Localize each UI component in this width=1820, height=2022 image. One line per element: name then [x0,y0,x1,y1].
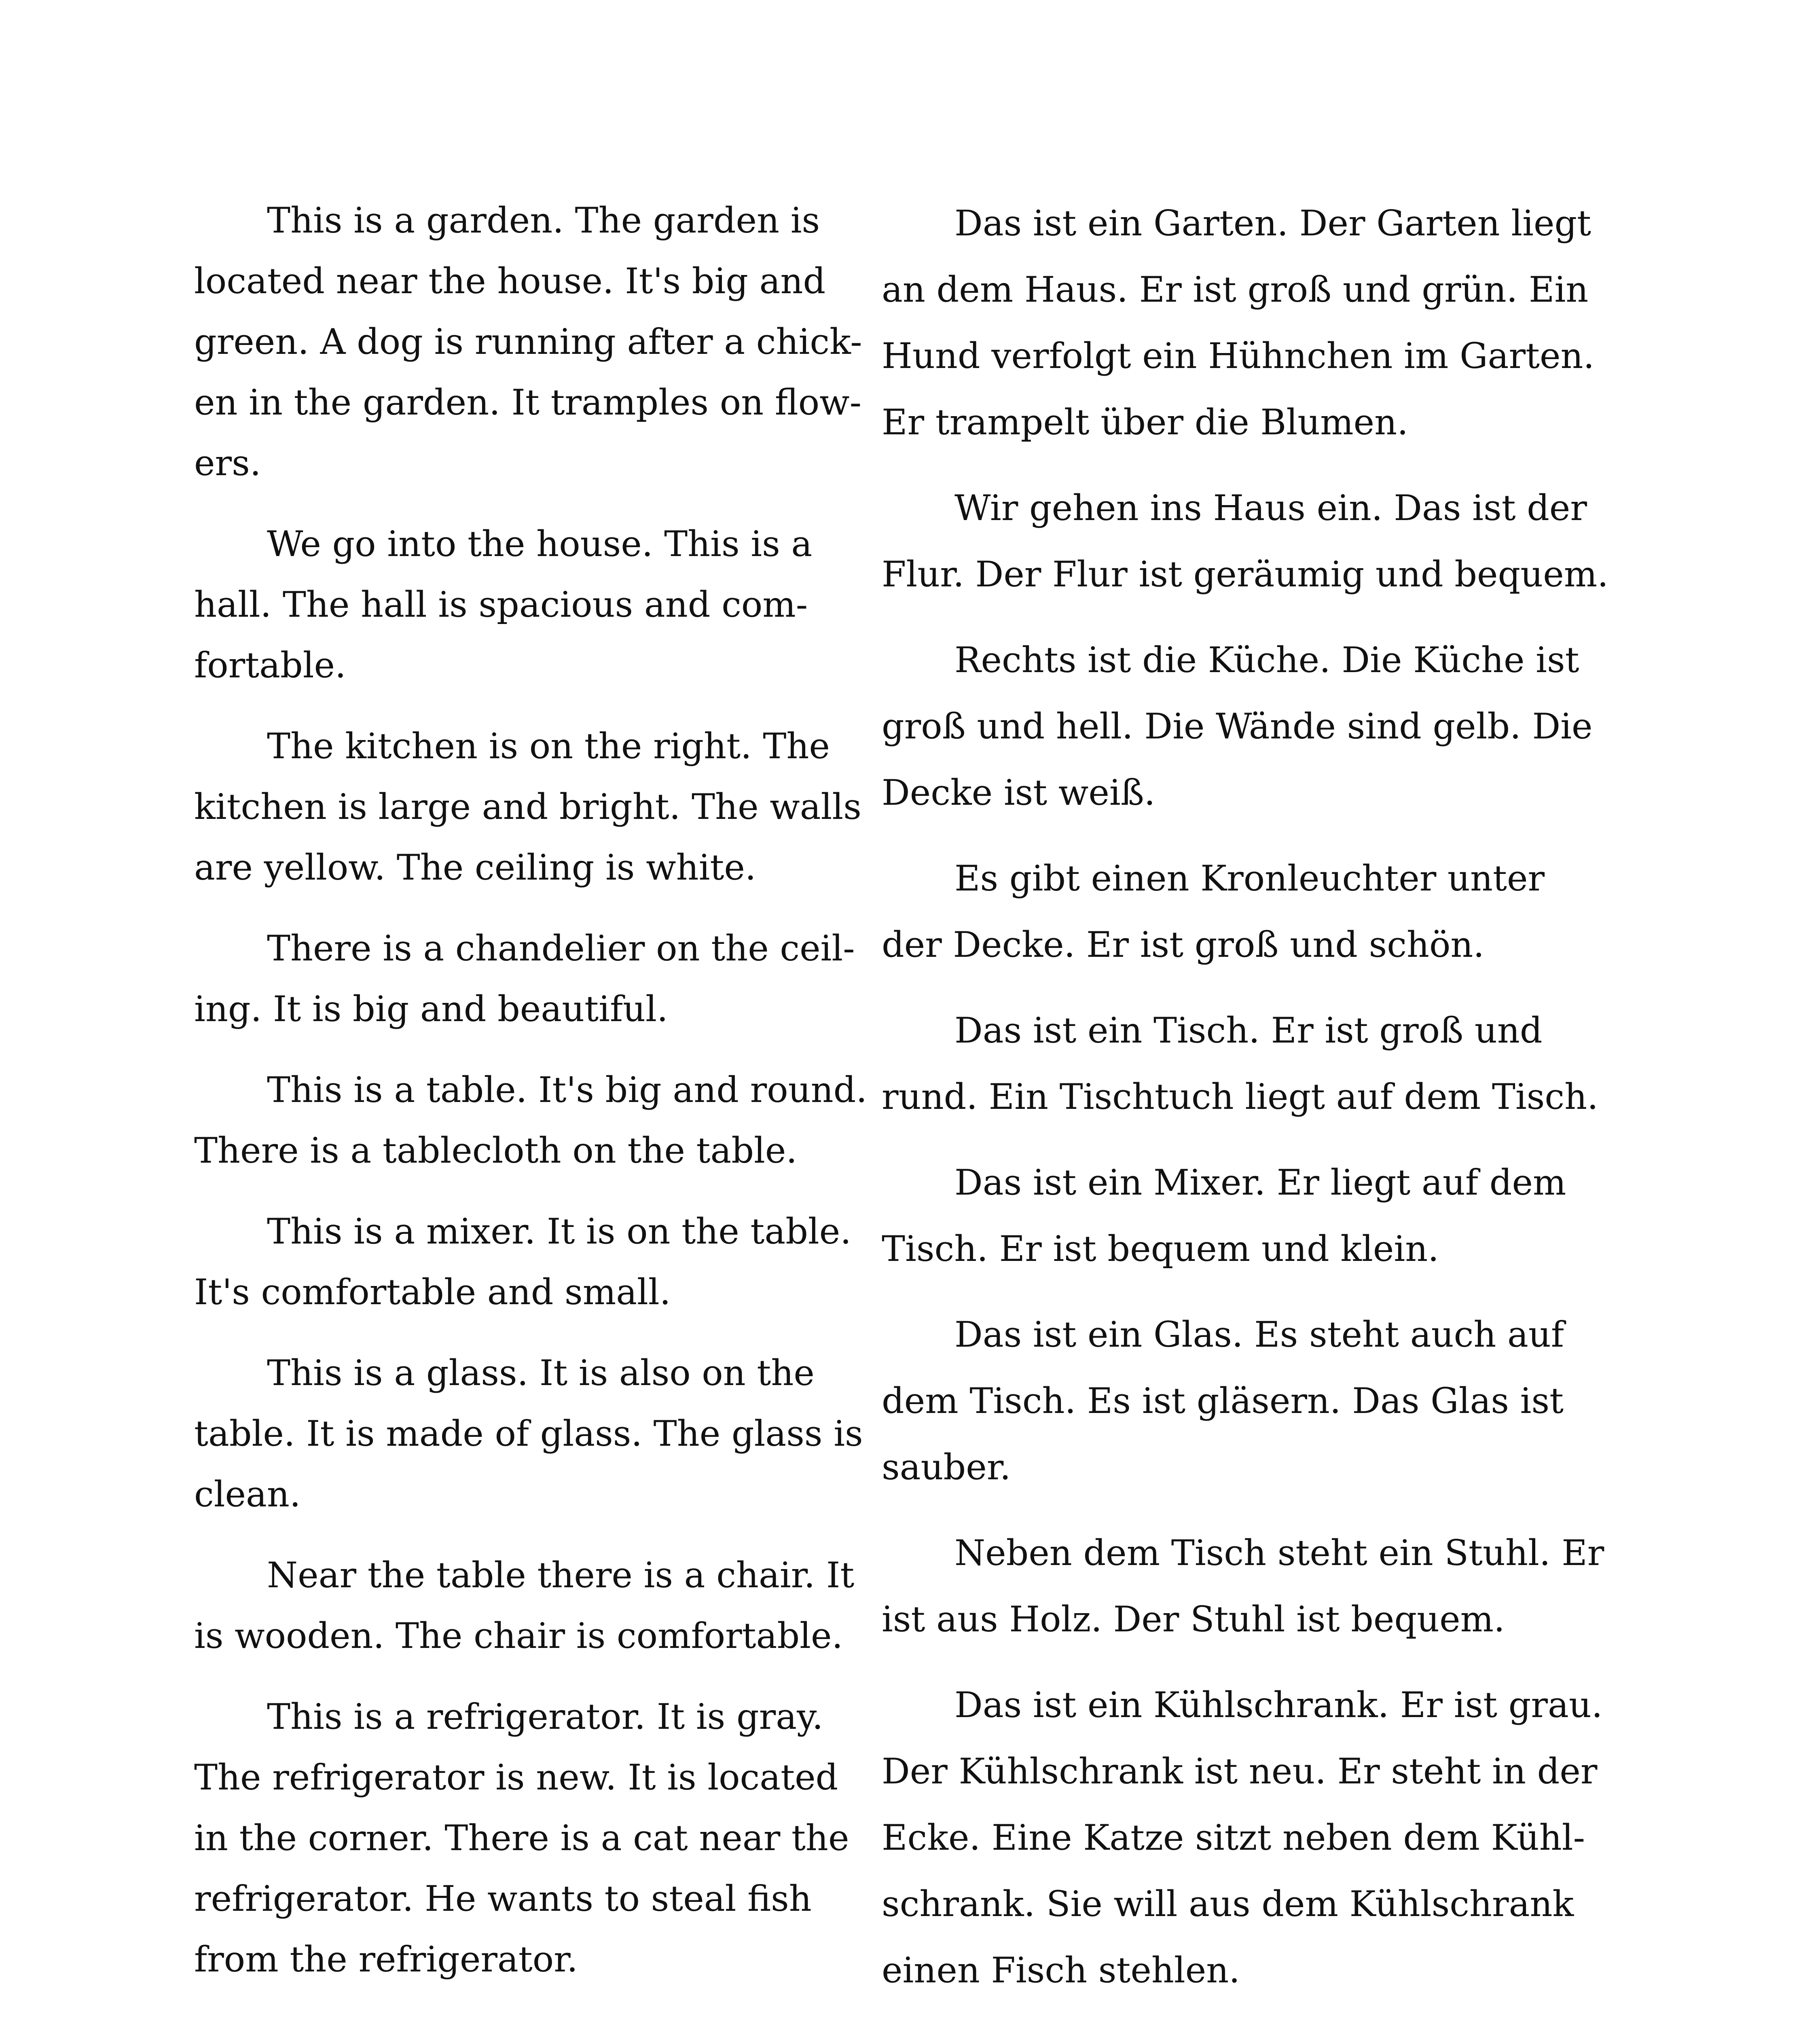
paragraph-en-5 [194,1060,868,1181]
text-line: fortable. [194,645,346,686]
text-line: an dem Haus. Er ist groß und grün. Ein [882,269,1589,310]
paragraph-de-1 [882,190,1595,455]
text-line: table. It is made of glass. The glass is [194,1413,863,1454]
text-line: ing. It is big and beautiful. [194,988,668,1030]
paragraph-de-2 [882,475,1608,607]
text-line: der Decke. Er ist groß und schön. [882,924,1485,965]
text-line: ers. [194,442,261,484]
german-column [882,190,1608,2022]
text-line: clean. [194,1474,301,1515]
text-line: schrank. Sie will aus dem Kühlschrank [882,1883,1574,1925]
text-line: Das ist ein Tisch. Er ist groß und [954,1010,1543,1051]
paragraph-de-4 [882,845,1589,978]
paragraph-en-1 [194,190,862,493]
text-line: This is a garden. The garden is [267,200,820,241]
text-line: Wir gehen ins Haus ein. Das ist der [954,487,1587,529]
paragraph-en-4 [194,918,855,1039]
text-line: en in the garden. It tramples on flow- [194,382,862,423]
text-line: We go into the house. This is a [267,523,813,565]
text-line: It's comfortable and small. [194,1271,671,1313]
text-line: Rechts ist die Küche. Die Küche ist [954,639,1579,681]
text-line: The kitchen is on the right. The [267,725,830,767]
paragraph-de-8 [882,1520,1604,1652]
text-line: Das ist ein Garten. Der Garten liegt [954,203,1591,244]
paragraph-de-5 [882,997,1598,1130]
paragraph-de-3 [882,627,1593,826]
text-line: Das ist ein Mixer. Er liegt auf dem [954,1162,1566,1203]
text-line: hall. The hall is spacious and com- [194,584,808,625]
paragraph-en-3 [194,716,861,898]
text-line: Das ist ein Glas. Es steht auch auf [954,1314,1564,1355]
text-line: ist aus Holz. Der Stuhl ist bequem. [882,1599,1505,1640]
text-line: groß und hell. Die Wände sind gelb. Die [882,706,1593,747]
paragraph-de-6 [882,1149,1589,1282]
text-line: Decke ist weiß. [882,772,1155,813]
text-line: rund. Ein Tischtuch liegt auf dem Tisch. [882,1076,1598,1117]
text-line: kitchen is large and bright. The walls [194,786,861,827]
text-line: There is a tablecloth on the table. [194,1130,798,1171]
text-line: Der Kühlschrank ist neu. Er steht in der [882,1751,1598,1792]
text-line: einen Fisch stehlen. [882,1950,1240,1991]
text-line: dem Tisch. Es ist gläsern. Das Glas ist [882,1380,1564,1421]
text-line: Ecke. Eine Katze sitzt neben dem Kühl- [882,1817,1585,1858]
paragraph-de-7 [882,1301,1589,1500]
text-line: Neben dem Tisch steht ein Stuhl. Er [954,1532,1604,1574]
paragraph-en-9 [194,1686,849,1990]
text-line: Er trampelt über die Blumen. [882,402,1408,443]
text-line: This is a refrigerator. It is gray. [267,1696,823,1737]
text-line: refrigerator. He wants to steal fish [194,1878,812,1919]
text-line: Flur. Der Flur ist geräumig und bequem. [882,554,1608,595]
paragraph-de-9 [882,1672,1603,2003]
paragraph-en-8 [194,1545,855,1666]
text-line: located near the house. It's big and [194,260,826,302]
paragraph-en-6 [194,1201,851,1322]
text-line: The refrigerator is new. It is located [194,1757,838,1798]
text-line: Hund verfolgt ein Hühnchen im Garten. [882,335,1595,376]
text-line: in the corner. There is a cat near the [194,1817,849,1859]
text-line: Das ist ein Kühlschrank. Er ist grau. [954,1684,1603,1726]
text-line: This is a table. It's big and round. [267,1069,868,1110]
text-line: This is a glass. It is also on the [267,1352,815,1394]
text-line: sauber. [882,1447,1011,1488]
text-line: is wooden. The chair is comfortable. [194,1615,843,1656]
text-line: Near the table there is a chair. It [267,1555,855,1596]
paragraph-en-2 [194,514,841,696]
text-line: green. A dog is running after a chick- [194,321,862,362]
text-line: Es gibt einen Kronleuchter unter [954,858,1545,899]
text-line: This is a mixer. It is on the table. [267,1211,851,1252]
english-column [194,190,868,2010]
text-line: There is a chandelier on the ceil- [267,928,855,969]
text-line: from the refrigerator. [194,1939,578,1980]
text-line: Tisch. Er ist bequem und klein. [882,1228,1439,1269]
paragraph-en-7 [194,1343,863,1525]
text-line: are yellow. The ceiling is white. [194,847,756,888]
